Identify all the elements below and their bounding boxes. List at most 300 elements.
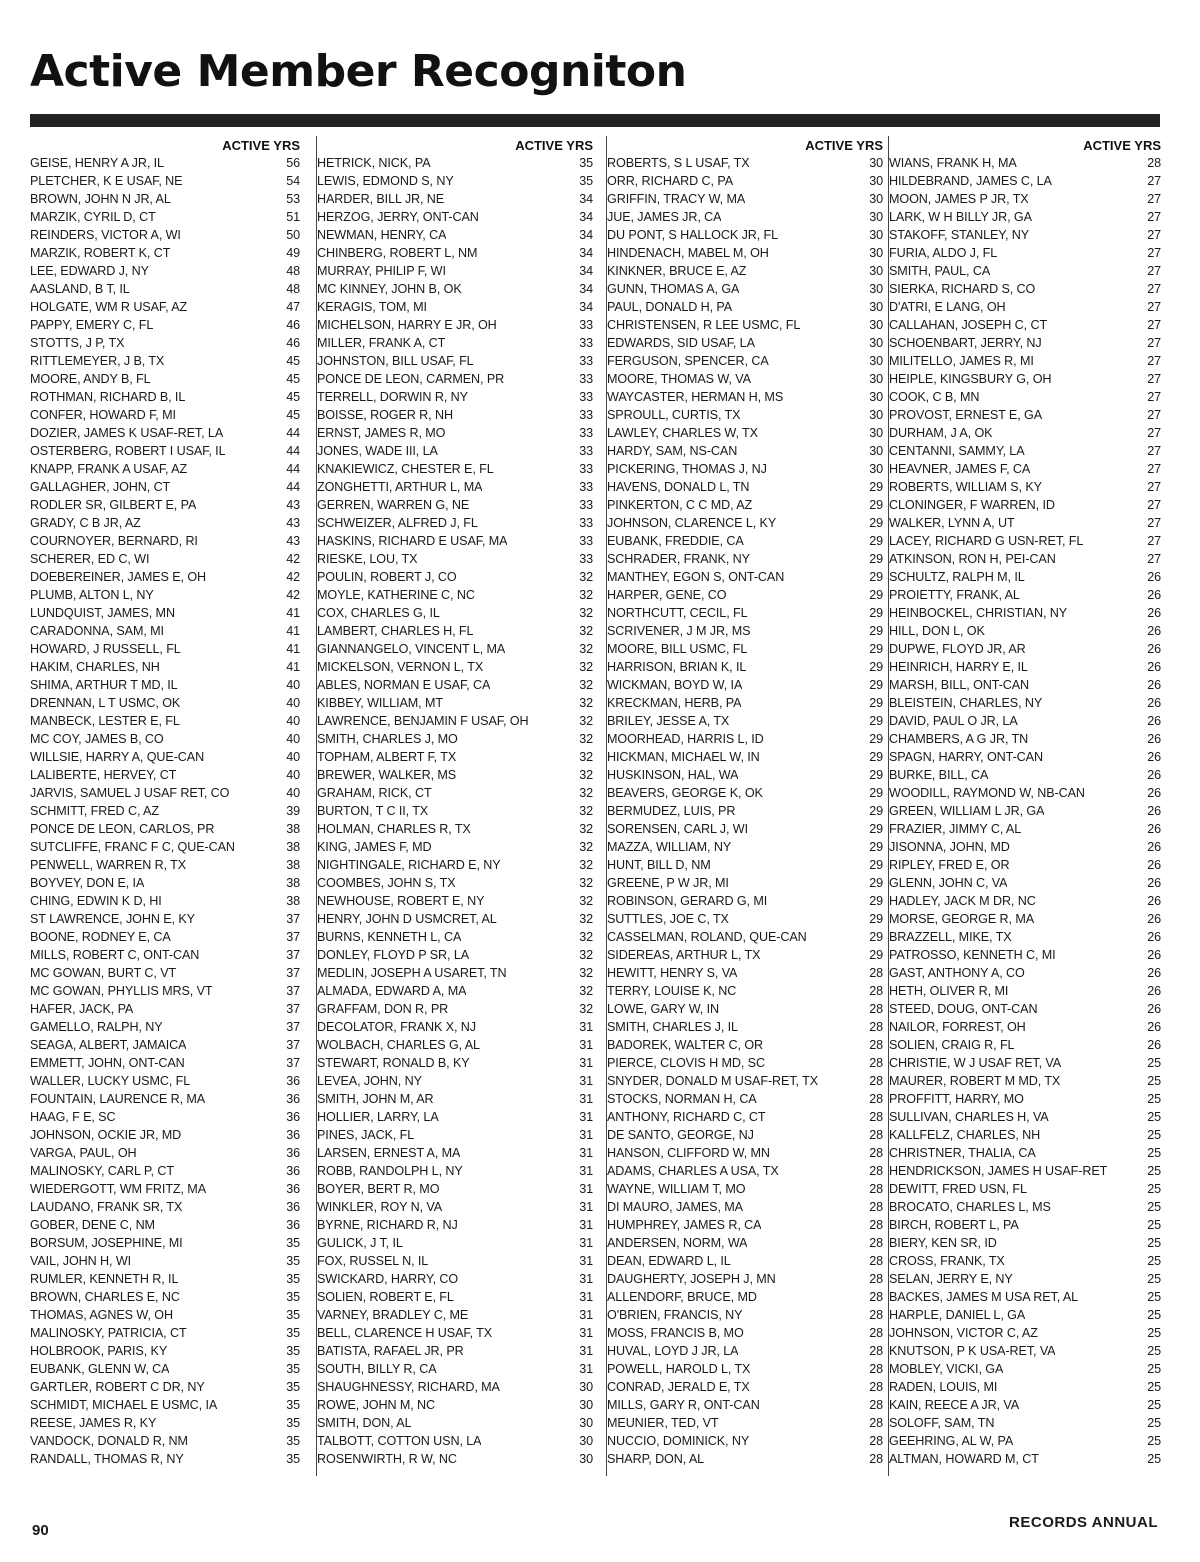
- active-years: 33: [579, 552, 593, 566]
- member-name: HINDENACH, MABEL M, OH: [607, 246, 769, 260]
- active-years: 28: [869, 1236, 883, 1250]
- active-years: 26: [1147, 876, 1161, 890]
- member-name: FURIA, ALDO J, FL: [889, 246, 998, 260]
- member-row: [317, 190, 593, 208]
- member-name: BEAVERS, GEORGE K, OK: [607, 786, 763, 800]
- active-years: 30: [869, 192, 883, 206]
- active-years: 25: [1147, 1398, 1161, 1412]
- member-name: SCHRADER, FRANK, NY: [607, 552, 750, 566]
- member-row: [30, 406, 300, 424]
- member-name: DONLEY, FLOYD P SR, LA: [317, 948, 470, 962]
- member-name: LACEY, RICHARD G USN-RET, FL: [889, 534, 1084, 548]
- member-name: MC COY, JAMES B, CO: [30, 732, 164, 746]
- member-name: KALLFELZ, CHARLES, NH: [889, 1128, 1041, 1142]
- active-years: 45: [286, 354, 300, 368]
- member-row: [889, 1054, 1161, 1072]
- member-row: [889, 928, 1161, 946]
- active-years: 35: [286, 1290, 300, 1304]
- member-row: [889, 676, 1161, 694]
- member-row: [889, 298, 1161, 316]
- member-name: BADOREK, WALTER C, OR: [607, 1038, 764, 1052]
- member-row: [889, 1198, 1161, 1216]
- member-name: RODLER SR, GILBERT E, PA: [30, 498, 197, 512]
- active-years: 29: [869, 822, 883, 836]
- active-years: 31: [579, 1344, 593, 1358]
- active-years: 28: [869, 1308, 883, 1322]
- member-row: [317, 316, 593, 334]
- active-years: 25: [1147, 1146, 1161, 1160]
- active-years: 28: [869, 1452, 883, 1466]
- member-name: WIANS, FRANK H, MA: [889, 156, 1017, 170]
- active-years: 39: [286, 804, 300, 818]
- member-row: [889, 1252, 1161, 1270]
- member-name: KRECKMAN, HERB, PA: [607, 696, 742, 710]
- active-years: 30: [869, 156, 883, 170]
- member-name: SULLIVAN, CHARLES H, VA: [889, 1110, 1049, 1124]
- active-yrs-header: ACTIVE YRS: [515, 138, 593, 153]
- member-row: [607, 1036, 883, 1054]
- active-years: 29: [869, 804, 883, 818]
- member-name: WOODILL, RAYMOND W, NB-CAN: [889, 786, 1085, 800]
- member-row: [607, 1360, 883, 1378]
- member-row: [317, 1126, 593, 1144]
- member-name: KIBBEY, WILLIAM, MT: [317, 696, 443, 710]
- member-row: [317, 694, 593, 712]
- title-rule: [30, 114, 1160, 127]
- active-years: 33: [579, 534, 593, 548]
- member-row: [889, 442, 1161, 460]
- member-row: [30, 1108, 300, 1126]
- member-name: SPROULL, CURTIS, TX: [607, 408, 741, 422]
- active-years: 30: [869, 462, 883, 476]
- member-name: ANDERSEN, NORM, WA: [607, 1236, 748, 1250]
- active-years: 31: [579, 1254, 593, 1268]
- active-yrs-header: ACTIVE YRS: [222, 138, 300, 153]
- member-row: [317, 712, 593, 730]
- member-row: [30, 1000, 300, 1018]
- member-name: BOONE, RODNEY E, CA: [30, 930, 171, 944]
- active-years: 26: [1147, 768, 1161, 782]
- member-name: BURNS, KENNETH L, CA: [317, 930, 462, 944]
- member-name: SCHWEIZER, ALFRED J, FL: [317, 516, 478, 530]
- member-row: [30, 1036, 300, 1054]
- member-row: [317, 1432, 593, 1450]
- active-years: 30: [869, 336, 883, 350]
- member-row: [317, 280, 593, 298]
- active-years: 32: [579, 984, 593, 998]
- member-row: [607, 1234, 883, 1252]
- member-row: [317, 1090, 593, 1108]
- member-name: BRAZZELL, MIKE, TX: [889, 930, 1012, 944]
- member-row: [317, 370, 593, 388]
- active-years: 44: [286, 426, 300, 440]
- member-name: LAUDANO, FRANK SR, TX: [30, 1200, 183, 1214]
- member-name: HENRY, JOHN D USMCRET, AL: [317, 912, 497, 926]
- member-row: [607, 658, 883, 676]
- member-name: SUTCLIFFE, FRANC F C, QUE-CAN: [30, 840, 235, 854]
- active-years: 38: [286, 840, 300, 854]
- member-name: CONRAD, JERALD E, TX: [607, 1380, 750, 1394]
- active-years: 27: [1147, 192, 1161, 206]
- member-row: [889, 586, 1161, 604]
- active-years: 29: [869, 840, 883, 854]
- member-row: [607, 514, 883, 532]
- member-row: [889, 172, 1161, 190]
- member-name: DRENNAN, L T USMC, OK: [30, 696, 181, 710]
- active-years: 30: [869, 300, 883, 314]
- member-name: STAKOFF, STANLEY, NY: [889, 228, 1030, 242]
- active-years: 32: [579, 876, 593, 890]
- active-years: 28: [869, 1038, 883, 1052]
- member-row: [607, 874, 883, 892]
- active-years: 32: [579, 750, 593, 764]
- member-row: [607, 820, 883, 838]
- active-years: 31: [579, 1272, 593, 1286]
- member-row: [30, 190, 300, 208]
- member-row: [30, 1144, 300, 1162]
- active-years: 27: [1147, 498, 1161, 512]
- member-row: [889, 154, 1161, 172]
- member-name: HUSKINSON, HAL, WA: [607, 768, 739, 782]
- member-name: HETH, OLIVER R, MI: [889, 984, 1009, 998]
- member-name: JOHNSON, VICTOR C, AZ: [889, 1326, 1038, 1340]
- active-years: 31: [579, 1146, 593, 1160]
- active-years: 31: [579, 1218, 593, 1232]
- active-years: 33: [579, 426, 593, 440]
- member-row: [30, 262, 300, 280]
- member-name: HOWARD, J RUSSELL, FL: [30, 642, 181, 656]
- member-row: [889, 766, 1161, 784]
- active-years: 28: [869, 984, 883, 998]
- active-years: 54: [286, 174, 300, 188]
- member-name: PINKERTON, C C MD, AZ: [607, 498, 753, 512]
- member-row: [889, 838, 1161, 856]
- member-row: [317, 1324, 593, 1342]
- member-row: [30, 1054, 300, 1072]
- member-row: [607, 1000, 883, 1018]
- active-years: 28: [869, 1434, 883, 1448]
- member-name: WINKLER, ROY N, VA: [317, 1200, 443, 1214]
- member-row: [30, 1432, 300, 1450]
- active-years: 29: [869, 570, 883, 584]
- active-years: 26: [1147, 786, 1161, 800]
- member-row: [30, 1252, 300, 1270]
- active-years: 25: [1147, 1326, 1161, 1340]
- member-row: [889, 640, 1161, 658]
- member-row: [889, 1144, 1161, 1162]
- active-years: 34: [579, 246, 593, 260]
- member-row: [889, 604, 1161, 622]
- member-name: DAVID, PAUL O JR, LA: [889, 714, 1018, 728]
- active-years: 31: [579, 1038, 593, 1052]
- member-row: [317, 748, 593, 766]
- member-name: LAWRENCE, BENJAMIN F USAF, OH: [317, 714, 529, 728]
- member-row: [30, 424, 300, 442]
- member-name: HARDY, SAM, NS-CAN: [607, 444, 738, 458]
- member-name: HENDRICKSON, JAMES H USAF-RET: [889, 1164, 1108, 1178]
- member-name: HADLEY, JACK M DR, NC: [889, 894, 1036, 908]
- member-row: [889, 370, 1161, 388]
- member-row: [30, 1378, 300, 1396]
- member-row: [889, 1342, 1161, 1360]
- member-name: SMITH, CHARLES J, IL: [607, 1020, 738, 1034]
- member-row: [317, 1036, 593, 1054]
- active-years: 44: [286, 444, 300, 458]
- member-row: [317, 1342, 593, 1360]
- member-name: MICHELSON, HARRY E JR, OH: [317, 318, 497, 332]
- member-row: [607, 1414, 883, 1432]
- page-number: 90: [32, 1522, 49, 1539]
- member-name: SNYDER, DONALD M USAF-RET, TX: [607, 1074, 818, 1088]
- member-row: [889, 658, 1161, 676]
- active-years: 30: [869, 354, 883, 368]
- active-years: 37: [286, 912, 300, 926]
- member-name: SIERKA, RICHARD S, CO: [889, 282, 1036, 296]
- publication-name: RECORDS ANNUAL: [1009, 1514, 1158, 1531]
- active-years: 37: [286, 984, 300, 998]
- member-name: ROBINSON, GERARD G, MI: [607, 894, 768, 908]
- active-years: 29: [869, 696, 883, 710]
- member-row: [607, 1144, 883, 1162]
- active-years: 32: [579, 678, 593, 692]
- member-name: ST LAWRENCE, JOHN E, KY: [30, 912, 195, 926]
- member-name: NIGHTINGALE, RICHARD E, NY: [317, 858, 501, 872]
- member-name: SHARP, DON, AL: [607, 1452, 705, 1466]
- active-years: 26: [1147, 714, 1161, 728]
- active-years: 28: [869, 1362, 883, 1376]
- member-name: CLONINGER, F WARREN, ID: [889, 498, 1055, 512]
- member-name: PAUL, DONALD H, PA: [607, 300, 733, 314]
- active-years: 29: [869, 732, 883, 746]
- member-name: MILLER, FRANK A, CT: [317, 336, 446, 350]
- member-row: [30, 1162, 300, 1180]
- active-years: 35: [286, 1344, 300, 1358]
- member-row: [30, 298, 300, 316]
- member-row: [30, 388, 300, 406]
- member-row: [317, 1396, 593, 1414]
- active-years: 27: [1147, 246, 1161, 260]
- active-years: 27: [1147, 426, 1161, 440]
- member-row: [317, 820, 593, 838]
- member-row: [317, 1108, 593, 1126]
- member-row: [607, 1126, 883, 1144]
- active-years: 29: [869, 948, 883, 962]
- member-name: HOLBROOK, PARIS, KY: [30, 1344, 168, 1358]
- active-years: 27: [1147, 318, 1161, 332]
- active-years: 30: [869, 318, 883, 332]
- member-name: MC GOWAN, BURT C, VT: [30, 966, 177, 980]
- member-name: JARVIS, SAMUEL J USAF RET, CO: [30, 786, 230, 800]
- member-row: [889, 568, 1161, 586]
- active-yrs-header: ACTIVE YRS: [1083, 138, 1161, 153]
- member-row: [607, 154, 883, 172]
- active-years: 25: [1147, 1452, 1161, 1466]
- member-row: [30, 1090, 300, 1108]
- member-name: EUBANK, FREDDIE, CA: [607, 534, 744, 548]
- active-years: 26: [1147, 984, 1161, 998]
- member-row: [889, 460, 1161, 478]
- member-name: JOHNSON, OCKIE JR, MD: [30, 1128, 182, 1142]
- member-name: GRAFFAM, DON R, PR: [317, 1002, 449, 1016]
- member-row: [317, 1144, 593, 1162]
- member-column-1: [30, 136, 300, 1476]
- active-years: 33: [579, 408, 593, 422]
- member-row: [317, 1234, 593, 1252]
- active-years: 32: [579, 822, 593, 836]
- member-name: HAKIM, CHARLES, NH: [30, 660, 160, 674]
- member-name: DAUGHERTY, JOSEPH J, MN: [607, 1272, 776, 1286]
- member-name: HUNT, BILL D, NM: [607, 858, 711, 872]
- active-years: 28: [869, 1326, 883, 1340]
- member-name: STOCKS, NORMAN H, CA: [607, 1092, 757, 1106]
- active-years: 29: [869, 894, 883, 908]
- active-years: 31: [579, 1074, 593, 1088]
- member-row: [607, 208, 883, 226]
- active-years: 36: [286, 1218, 300, 1232]
- active-years: 26: [1147, 606, 1161, 620]
- active-years: 29: [869, 498, 883, 512]
- active-years: 32: [579, 588, 593, 602]
- member-row: [30, 550, 300, 568]
- member-row: [607, 262, 883, 280]
- member-name: ROBERTS, WILLIAM S, KY: [889, 480, 1042, 494]
- member-name: KNAKIEWICZ, CHESTER E, FL: [317, 462, 494, 476]
- active-years: 33: [579, 516, 593, 530]
- active-years: 28: [869, 1380, 883, 1394]
- member-row: [30, 712, 300, 730]
- active-years: 45: [286, 390, 300, 404]
- active-years: 30: [869, 282, 883, 296]
- member-name: COURNOYER, BERNARD, RI: [30, 534, 198, 548]
- active-years: 27: [1147, 390, 1161, 404]
- member-row: [889, 1288, 1161, 1306]
- active-years: 32: [579, 642, 593, 656]
- member-name: PONCE DE LEON, CARLOS, PR: [30, 822, 215, 836]
- member-name: SMITH, DON, AL: [317, 1416, 412, 1430]
- member-row: [607, 568, 883, 586]
- member-row: [30, 244, 300, 262]
- member-name: MAURER, ROBERT M MD, TX: [889, 1074, 1061, 1088]
- member-name: EMMETT, JOHN, ONT-CAN: [30, 1056, 185, 1070]
- member-name: BREWER, WALKER, MS: [317, 768, 457, 782]
- member-row: [607, 406, 883, 424]
- member-row: [889, 388, 1161, 406]
- member-name: SUTTLES, JOE C, TX: [607, 912, 729, 926]
- active-years: 50: [286, 228, 300, 242]
- active-years: 34: [579, 228, 593, 242]
- active-years: 26: [1147, 696, 1161, 710]
- member-name: SMITH, PAUL, CA: [889, 264, 991, 278]
- member-name: SELAN, JERRY E, NY: [889, 1272, 1013, 1286]
- member-row: [30, 208, 300, 226]
- member-row: [607, 604, 883, 622]
- member-row: [317, 604, 593, 622]
- member-name: MARZIK, CYRIL D, CT: [30, 210, 156, 224]
- member-name: HUMPHREY, JAMES R, CA: [607, 1218, 762, 1232]
- member-name: GULICK, J T, IL: [317, 1236, 403, 1250]
- active-years: 32: [579, 858, 593, 872]
- active-years: 33: [579, 336, 593, 350]
- active-years: 36: [286, 1164, 300, 1178]
- member-row: [889, 1432, 1161, 1450]
- active-years: 35: [286, 1380, 300, 1394]
- active-years: 26: [1147, 858, 1161, 872]
- member-name: MC GOWAN, PHYLLIS MRS, VT: [30, 984, 213, 998]
- member-row: [317, 1054, 593, 1072]
- member-name: MC KINNEY, JOHN B, OK: [317, 282, 462, 296]
- member-row: [30, 910, 300, 928]
- member-name: WILLSIE, HARRY A, QUE-CAN: [30, 750, 205, 764]
- member-name: VAIL, JOHN H, WI: [30, 1254, 132, 1268]
- member-row: [317, 568, 593, 586]
- member-name: KING, JAMES F, MD: [317, 840, 432, 854]
- active-years: 32: [579, 1002, 593, 1016]
- active-years: 32: [579, 894, 593, 908]
- active-years: 34: [579, 210, 593, 224]
- member-row: [30, 856, 300, 874]
- member-name: MOSS, FRANCIS B, MO: [607, 1326, 744, 1340]
- member-row: [317, 856, 593, 874]
- member-name: BURTON, T C II, TX: [317, 804, 429, 818]
- member-row: [607, 748, 883, 766]
- active-years: 31: [579, 1128, 593, 1142]
- active-years: 29: [869, 930, 883, 944]
- active-years: 37: [286, 1038, 300, 1052]
- member-name: PROIETTY, FRANK, AL: [889, 588, 1020, 602]
- active-years: 45: [286, 408, 300, 422]
- member-row: [317, 1306, 593, 1324]
- active-years: 36: [286, 1182, 300, 1196]
- active-years: 27: [1147, 516, 1161, 530]
- active-years: 38: [286, 876, 300, 890]
- active-years: 26: [1147, 678, 1161, 692]
- member-row: [317, 892, 593, 910]
- active-years: 25: [1147, 1344, 1161, 1358]
- member-name: GREEN, WILLIAM L JR, GA: [889, 804, 1045, 818]
- active-years: 29: [869, 516, 883, 530]
- member-row: [889, 748, 1161, 766]
- active-years: 29: [869, 786, 883, 800]
- member-list: [607, 154, 883, 1468]
- member-name: O'BRIEN, FRANCIS, NY: [607, 1308, 743, 1322]
- active-years: 35: [286, 1452, 300, 1466]
- member-name: PONCE DE LEON, CARMEN, PR: [317, 372, 505, 386]
- active-years: 28: [869, 1182, 883, 1196]
- member-row: [30, 928, 300, 946]
- active-years: 36: [286, 1074, 300, 1088]
- member-name: SCHOENBART, JERRY, NJ: [889, 336, 1042, 350]
- active-years: 41: [286, 624, 300, 638]
- member-name: EDWARDS, SID USAF, LA: [607, 336, 755, 350]
- member-name: LUNDQUIST, JAMES, MN: [30, 606, 175, 620]
- active-years: 28: [869, 966, 883, 980]
- active-years: 27: [1147, 264, 1161, 278]
- active-years: 25: [1147, 1200, 1161, 1214]
- active-years: 30: [869, 210, 883, 224]
- active-years: 27: [1147, 282, 1161, 296]
- active-years: 35: [286, 1416, 300, 1430]
- member-name: NEWMAN, HENRY, CA: [317, 228, 447, 242]
- member-name: WAYCASTER, HERMAN H, MS: [607, 390, 784, 404]
- member-row: [317, 1180, 593, 1198]
- active-years: 30: [869, 264, 883, 278]
- active-years: 28: [869, 1110, 883, 1124]
- active-years: 43: [286, 498, 300, 512]
- member-name: HARDER, BILL JR, NE: [317, 192, 445, 206]
- active-years: 33: [579, 444, 593, 458]
- member-row: [317, 262, 593, 280]
- member-name: SOLIEN, CRAIG R, FL: [889, 1038, 1015, 1052]
